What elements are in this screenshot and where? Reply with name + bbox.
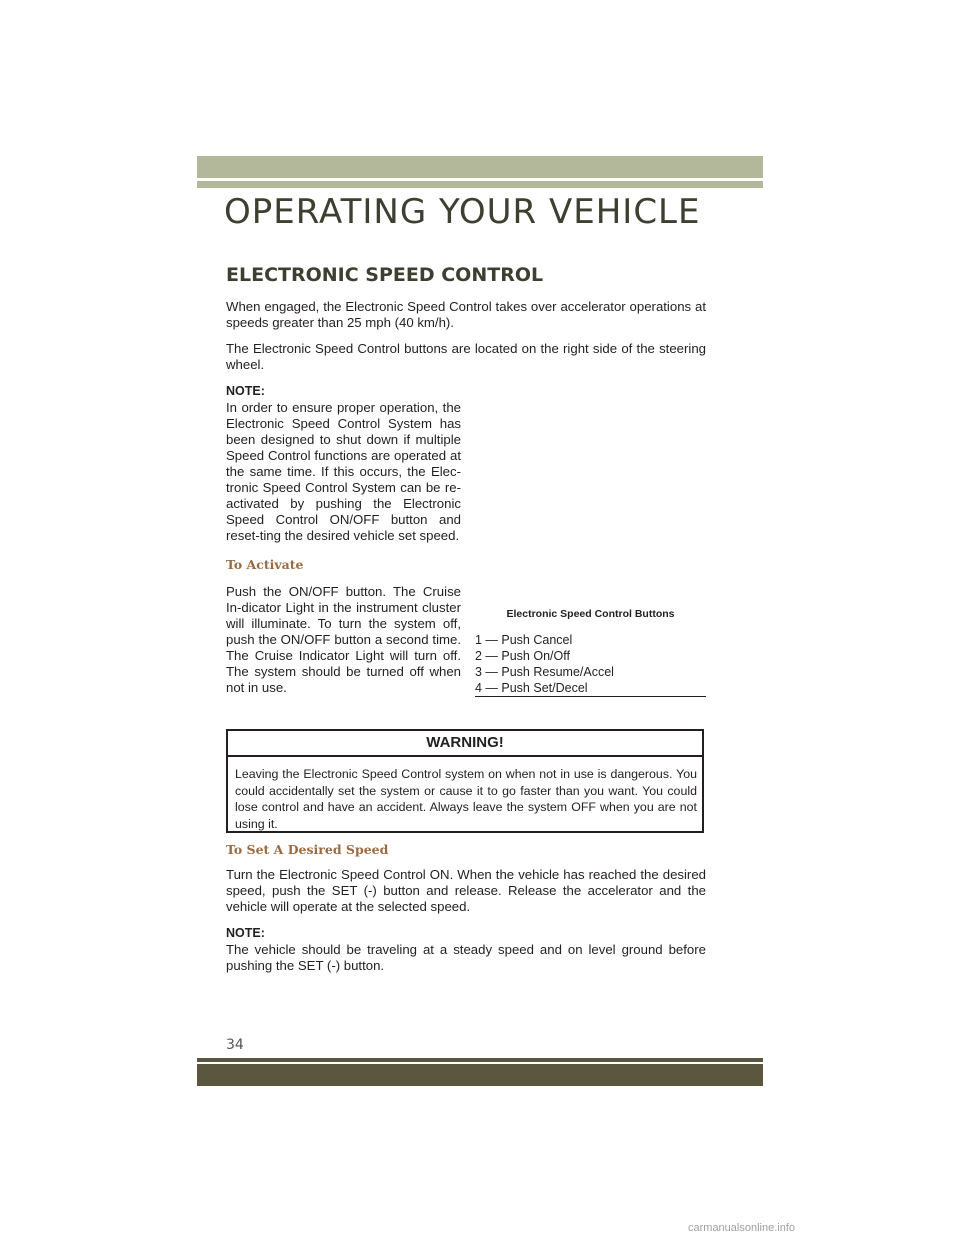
figure-caption: Electronic Speed Control Buttons: [506, 608, 675, 620]
speed-control-figure: [475, 398, 706, 598]
legend-item: 1 — Push Cancel: [475, 633, 573, 647]
warning-title: WARNING!: [426, 734, 504, 751]
set-speed-heading: To Set A Desired Speed: [226, 842, 389, 857]
header-bar: [197, 156, 763, 178]
watermark: carmanualsonline.info: [688, 1222, 796, 1234]
set-speed-paragraph: Turn the Electronic Speed Control ON. When the vehicle has reached the desired speed, push the SET (-) button and release. Release the accelerator and the vehicle will operate at the selected speed.: [226, 867, 706, 914]
legend-item: 3 — Push Resume/Accel: [475, 665, 614, 679]
legend-item: 2 — Push On/Off: [475, 649, 570, 663]
legend-divider: [475, 696, 706, 697]
page-number: 34: [226, 1037, 244, 1053]
page-heading: ELECTRONIC SPEED CONTROL: [226, 264, 544, 286]
figure-legend: [475, 632, 706, 696]
header-divider: [197, 181, 763, 188]
note-paragraph: In order to ensure proper operation, the Electronic Speed Control System has been designed to shut down if multiple Speed Control functions are operated at the same time. If this occurs, the Elec-tronic Speed Control System can be re-activated by pushing the Electronic Speed Control ON/OFF button and reset-ting the desired vehicle set speed.: [226, 400, 461, 543]
footer-bar: [197, 1064, 763, 1086]
note-label: NOTE:: [226, 926, 265, 940]
buttons-location-paragraph: The Electronic Speed Control buttons are located on the right side of the steering wheel.: [226, 341, 706, 372]
section-title: OPERATING YOUR VEHICLE: [224, 192, 701, 232]
warning-box: [226, 729, 704, 833]
intro-paragraph: When engaged, the Electronic Speed Control takes over accelerator operations at speeds greater than 25 mph (40 km/h).: [226, 299, 706, 330]
to-activate-heading: To Activate: [226, 557, 304, 572]
note-paragraph: The vehicle should be traveling at a steady speed and on level ground before pushing the SET (-) button.: [226, 942, 706, 973]
warning-text: Leaving the Electronic Speed Control system on when not in use is dangerous. You could accidentally set the system or cause it to go faster than you want. You could lose control and have an accident. Always leave the system OFF when you are not using it.: [235, 767, 697, 831]
legend-item: 4 — Push Set/Decel: [475, 681, 588, 695]
note-label: NOTE:: [226, 384, 265, 398]
footer-divider: [197, 1058, 763, 1062]
to-activate-paragraph: Push the ON/OFF button. The Cruise In-dicator Light in the instrument cluster will illuminate. To turn the system off, push the ON/OFF button a second time. The Cruise Indicator Light will turn off. The system should be turned off when not in use.: [226, 584, 461, 695]
warning-divider: [228, 755, 702, 757]
